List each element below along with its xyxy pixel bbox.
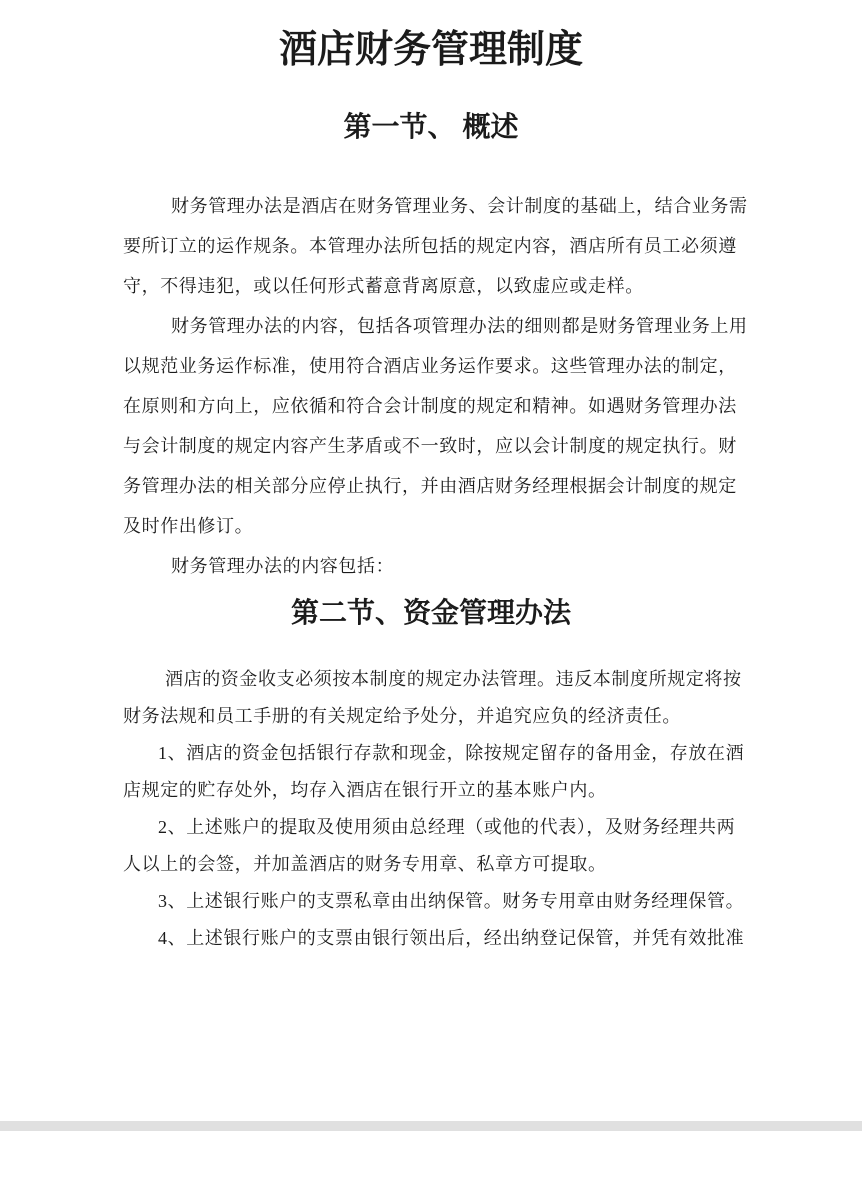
body-line: 以规范业务运作标准，使用符合酒店业务运作要求。这些管理办法的制定， [123, 356, 737, 376]
page-break-separator [0, 1121, 862, 1131]
paragraph [123, 186, 755, 306]
paragraph [123, 661, 755, 735]
body-line: 酒店的资金收支必须按本制度的规定办法管理。违反本制度所规定将按 [165, 669, 742, 689]
section-1-body [123, 186, 755, 586]
section-1-heading: 第一节、 概述 [343, 112, 519, 143]
body-line: 与会计制度的规定内容产生茅盾或不一致时，应以会计制度的规定执行。财 [123, 436, 737, 456]
numbered-item [123, 920, 755, 957]
body-line: 在原则和方向上，应依循和符合会计制度的规定和精神。如遇财务管理办法 [123, 396, 737, 416]
body-line: 4、上述银行账户的支票由银行领出后，经出纳登记保管，并凭有效批准 [158, 928, 745, 948]
body-line: 店规定的贮存处外，均存入酒店在银行开立的基本账户内。 [123, 780, 607, 800]
numbered-item [123, 735, 755, 809]
body-line: 2、上述账户的提取及使用须由总经理（或他的代表），及财务经理共两 [158, 817, 736, 837]
body-line: 人以上的会签，并加盖酒店的财务专用章、私章方可提取。 [123, 854, 607, 874]
body-line: 务管理办法的相关部分应停止执行，并由酒店财务经理根据会计制度的规定 [123, 476, 737, 496]
paragraph [123, 306, 755, 546]
numbered-item [123, 883, 755, 920]
section-2-body [123, 661, 755, 957]
body-line: 守，不得违犯，或以任何形式蓄意背离原意，以致虚应或走样。 [123, 276, 644, 296]
body-line: 1、酒店的资金包括银行存款和现金，除按规定留存的备用金，存放在酒 [158, 743, 745, 763]
body-line: 3、上述银行账户的支票私章由出纳保管。财务专用章由财务经理保管。 [158, 891, 745, 911]
section-2-heading: 第二节、资金管理办法 [290, 598, 571, 629]
body-line: 及时作出修订。 [123, 516, 254, 536]
body-line: 财务管理办法是酒店在财务管理业务、会计制度的基础上，结合业务需 [171, 196, 748, 216]
paragraph [123, 546, 755, 586]
body-line: 财务法规和员工手册的有关规定给予处分，并追究应负的经济责任。 [123, 706, 681, 726]
body-line: 财务管理办法的内容包括： [171, 556, 395, 576]
body-line: 财务管理办法的内容，包括各项管理办法的细则都是财务管理业务上用 [171, 316, 748, 336]
numbered-item [123, 809, 755, 883]
document-title: 酒店财务管理制度 [278, 29, 583, 71]
body-line: 要所订立的运作规条。本管理办法所包括的规定内容，酒店所有员工必须遵 [123, 236, 737, 256]
